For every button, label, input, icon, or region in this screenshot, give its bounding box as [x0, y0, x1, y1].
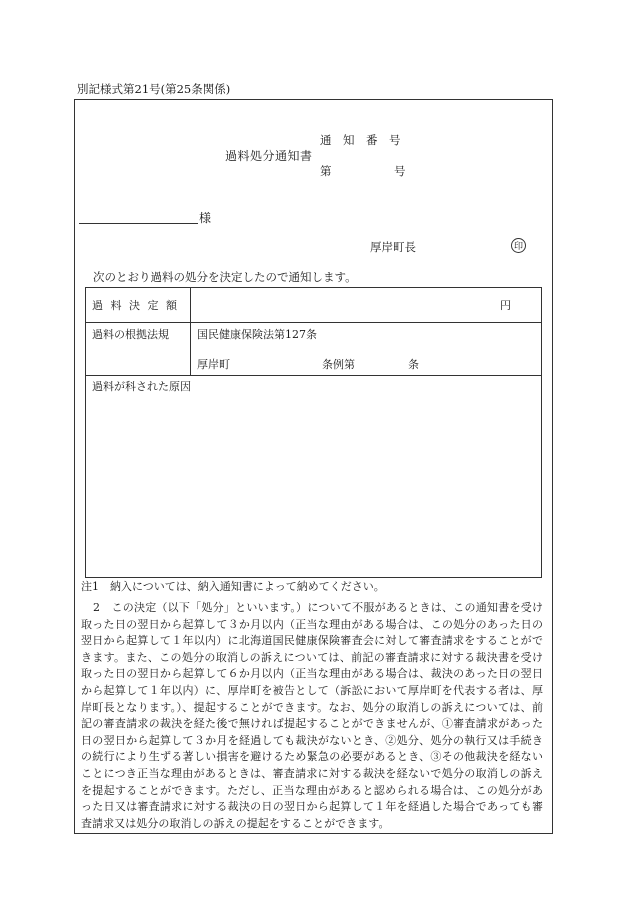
- form-label: 別記様式第21号(第25条関係): [77, 82, 231, 96]
- number-suffix: 号: [394, 164, 406, 178]
- basis-ordinance: 条例第: [322, 358, 355, 371]
- table-column-divider: [190, 288, 191, 375]
- table-divider: [86, 375, 541, 376]
- amount-label: 過 料 決 定 額: [92, 299, 179, 312]
- issuer-name: 厚岸町長: [370, 240, 416, 254]
- number-line: [320, 164, 406, 178]
- basis-article: 条: [408, 358, 419, 371]
- notice-number-label: 通 知 番 号: [320, 133, 401, 147]
- table-divider: [86, 322, 541, 323]
- basis-law: 国民健康保険法第127条: [197, 328, 317, 341]
- seal-stamp: 印: [511, 238, 526, 253]
- basis-town: 厚岸町: [197, 358, 230, 371]
- note-2: 2 この決定（以下「処分」といいます。）について不服があるときは、この通知書を受け取った日の翌日から起算して３か月以内（正当な理由がある場合は、この処分のあった日の翌日から起算して１年以内）に北海道国民健康保険審査会に対して審査請求をすることができます。また、この処分の取消しの訴えについては、前記の審査請求に対する裁決書を受け取った日の翌日から起算して６か月以内（正当な理由がある場合は、裁決のあった日の翌日から起算して１年以内）に、厚岸町を被告として（訴訟において厚岸町を代表する者は、厚岸町長となります。）、提起することができます。なお、処分の取消しの訴えについては、前記の審査請求の裁決を経た後で無ければ提起することができませんが、①審査請求があった日の翌日から起算して３か月を経過しても裁決がないとき、②処分、処分の執行又は手続きの続行により生ずる著しい損害を避けるため緊急の必要があるとき、③その他裁決を経ないことにつき正当な理由があるときは、審査請求に対する裁決を経ないで処分の取消しの訴えを提起することができます。ただし、正当な理由があると認められる場合は、この処分があった日又は審査請求に対する裁決の日の翌日から起算して１年を経過した場合であっても審査請求又は処分の取消しの訴えの提起をすることができます。: [81, 601, 543, 830]
- basis-label: 過料の根拠法規: [92, 328, 169, 341]
- addressee-honorific: 様: [199, 211, 212, 225]
- amount-unit: 円: [500, 299, 511, 312]
- addressee-blank-line: [79, 223, 198, 224]
- penalty-table: [85, 287, 542, 578]
- intro-text: 次のとおり過料の処分を決定したので通知します。: [93, 270, 357, 284]
- note-1: 注1 納入については、納入通知書によって納めてください。: [81, 580, 385, 593]
- number-prefix: 第: [320, 164, 332, 178]
- document-title: 過料処分通知書: [225, 149, 313, 163]
- reason-label: 過料が科された原因: [92, 380, 191, 393]
